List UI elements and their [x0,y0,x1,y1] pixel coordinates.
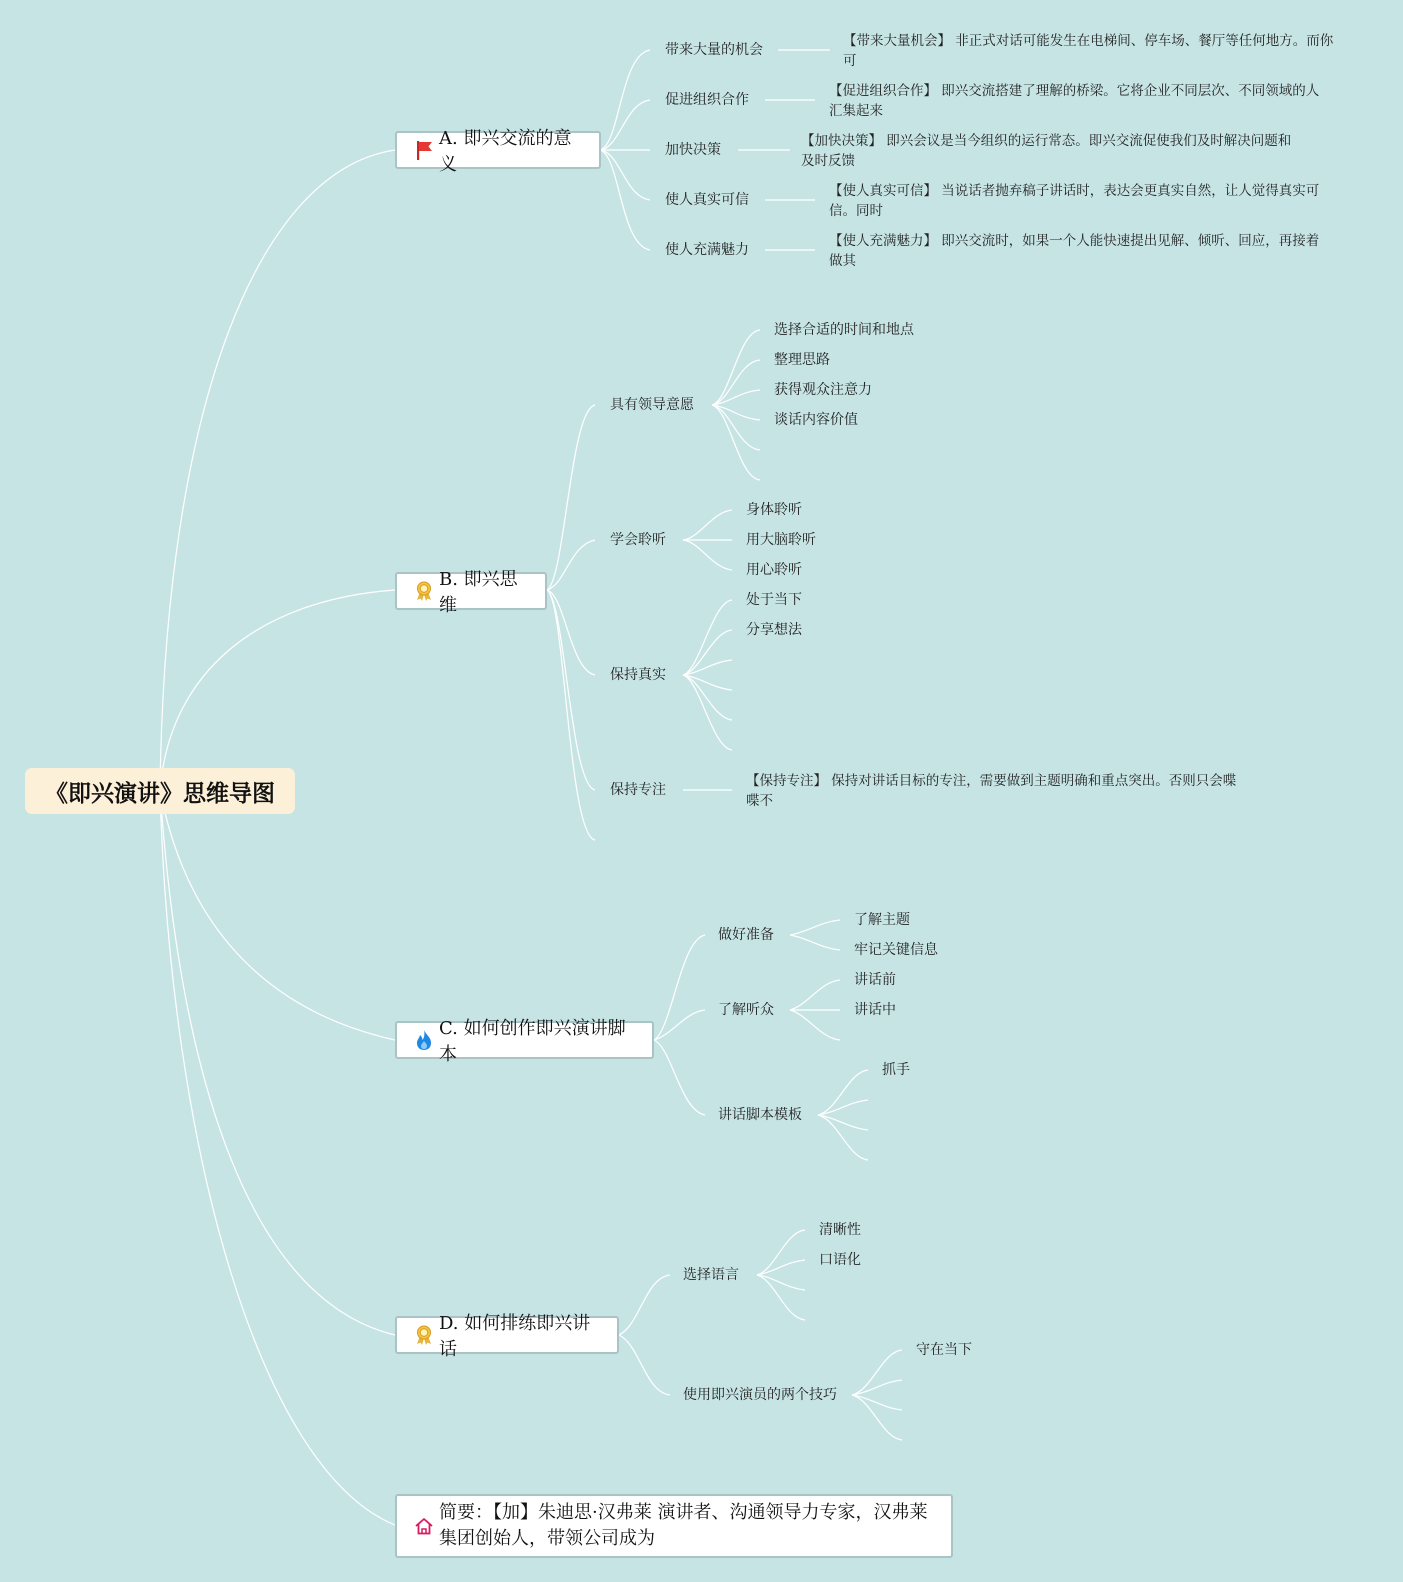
c-audience-child-1[interactable]: 讲话前 [854,972,896,988]
connector-c2-3 [790,1010,840,1040]
b-topic-focus[interactable]: 保持专注 [610,782,666,798]
a-note-cooperation: 【促进组织合作】 即兴交流搭建了理解的桥梁。它将企业不同层次、不同领域的人汇集起来 [829,83,1320,119]
connector-d-1 [619,1275,670,1335]
branch-summary-label: 简要：【加】朱迪思·汉弗莱 演讲者、沟通领导力专家，汉弗莱集团创始人，带领公司成为 [439,1502,928,1549]
connector-d1-3 [757,1275,805,1290]
connector-d1-1 [757,1230,805,1275]
a-topic-charisma[interactable]: 使人充满魅力 [665,242,749,258]
b-topic-listening[interactable]: 学会聆听 [610,532,666,548]
d-skills-child-1[interactable]: 守在当下 [916,1342,972,1358]
connector-d2-1 [852,1350,902,1395]
b-leader-child-2[interactable]: 整理思路 [774,352,830,368]
root-title: 《即兴演讲》思维导图 [45,780,275,807]
connector-d2-4 [852,1395,902,1440]
branch-b[interactable] [395,569,547,616]
connector-c3-2 [818,1100,868,1115]
b-topic-authenticity[interactable]: 保持真实 [610,667,666,683]
connector-b-1 [547,405,595,590]
d-topic-improv-skills[interactable]: 使用即兴演员的两个技巧 [683,1387,837,1403]
connector-d2-2 [852,1380,902,1395]
connector-root-b [160,590,395,790]
connector-b1-4 [712,405,760,420]
connector-b3-4 [683,675,732,690]
connector-c3-4 [818,1115,868,1160]
c-topic-audience[interactable]: 了解听众 [718,1002,774,1018]
home-icon [413,1515,435,1537]
connector-b-2 [547,540,595,590]
connector-b-4 [547,590,595,790]
connector-c-1 [654,935,705,1040]
c-prep-child-1[interactable]: 了解主题 [854,912,910,928]
a-note-charisma: 【使人充满魅力】 即兴交流时，如果一个人能快速提出见解、倾听、回应，再接着做其 [829,233,1320,269]
a-topic-opportunities[interactable]: 带来大量的机会 [665,42,763,58]
connector-b3-3 [683,660,732,675]
connector-b3-6 [683,675,732,750]
connector-b1-2 [712,360,760,405]
b-listen-child-1[interactable]: 身体聆听 [746,502,802,518]
a-note-opportunities: 【带来大量机会】 非正式对话可能发生在电梯间、停车场、餐厅等任何地方。而你可 [843,33,1334,69]
b-real-child-2[interactable]: 分享想法 [746,622,802,638]
branch-summary[interactable] [395,1494,953,1558]
connector-c-3 [654,1040,705,1115]
connector-a-5 [600,150,650,250]
award-ribbon-icon [413,580,435,602]
a-note-authentic: 【使人真实可信】 当说话者抛弃稿子讲话时，表达会更真实自然，让人觉得真实可信。同时 [829,183,1320,219]
b-leader-child-3[interactable]: 获得观众注意力 [774,382,872,398]
connector-b-5 [547,590,595,840]
branch-b-label: B. 即兴思维 [439,569,518,616]
a-topic-decision[interactable]: 加快决策 [665,142,721,158]
branch-d-label: D. 如何排练即兴讲话 [439,1313,591,1360]
c-template-child-1[interactable]: 抓手 [882,1062,910,1078]
connector-root-d [160,790,395,1335]
d-lang-child-1[interactable]: 清晰性 [819,1222,861,1238]
b-listen-child-3[interactable]: 用心聆听 [746,562,802,578]
b-topic-leadership[interactable]: 具有领导意愿 [610,397,694,413]
red-flag-icon [413,139,435,161]
connector-b1-6 [712,405,760,480]
connector-b2-3 [683,540,732,570]
connector-c1-2 [790,935,840,950]
root-topic[interactable] [25,768,295,814]
a-topic-authentic[interactable]: 使人真实可信 [665,192,749,208]
a-note-decision: 【加快决策】 即兴会议是当今组织的运行常态。即兴交流促使我们及时解决问题和及时反馈 [801,133,1292,169]
a-topic-cooperation[interactable]: 促进组织合作 [665,92,749,108]
connector-d2-3 [852,1395,902,1410]
d-lang-child-2[interactable]: 口语化 [819,1252,861,1268]
connector-c3-3 [818,1115,868,1130]
connector-a-1 [600,50,650,150]
connector-c1-1 [790,920,840,935]
c-topic-prepare[interactable]: 做好准备 [718,927,774,943]
b-leader-child-1[interactable]: 选择合适的时间和地点 [774,322,914,338]
branch-a-label: A. 即兴交流的意义 [439,128,572,175]
d-topic-language[interactable]: 选择语言 [683,1267,739,1283]
flame-icon [413,1029,435,1051]
connector-c3-1 [818,1070,868,1115]
c-topic-template[interactable]: 讲话脚本模板 [718,1107,802,1123]
b-listen-child-2[interactable]: 用大脑聆听 [746,532,816,548]
connector-b1-1 [712,330,760,405]
connector-b1-5 [712,405,760,450]
branch-c[interactable] [395,1018,654,1065]
connector-b1-3 [712,390,760,405]
connector-d-2 [619,1335,670,1395]
connector-root-e [160,790,395,1525]
branch-c-label: C. 如何创作即兴演讲脚本 [439,1018,626,1065]
award-ribbon-icon [413,1324,435,1346]
c-prep-child-2[interactable]: 牢记关键信息 [854,942,938,958]
connector-root-c [160,790,395,1040]
c-audience-child-2[interactable]: 讲话中 [854,1002,896,1018]
connector-c-2 [654,1010,705,1040]
connector-d1-2 [757,1260,805,1275]
connector-c2-1 [790,980,840,1010]
connector-b2-1 [683,510,732,540]
connector-b3-1 [683,600,732,675]
b-real-child-1[interactable]: 处于当下 [746,592,802,608]
connector-root-a [160,150,395,790]
b-note-focus: 【保持专注】 保持对讲话目标的专注，需要做到主题明确和重点突出。否则只会喋喋不 [746,773,1237,809]
connector-d1-4 [757,1275,805,1320]
b-leader-child-4[interactable]: 谈话内容价值 [774,412,858,428]
branch-d[interactable] [395,1313,619,1360]
branch-a[interactable] [395,128,601,175]
